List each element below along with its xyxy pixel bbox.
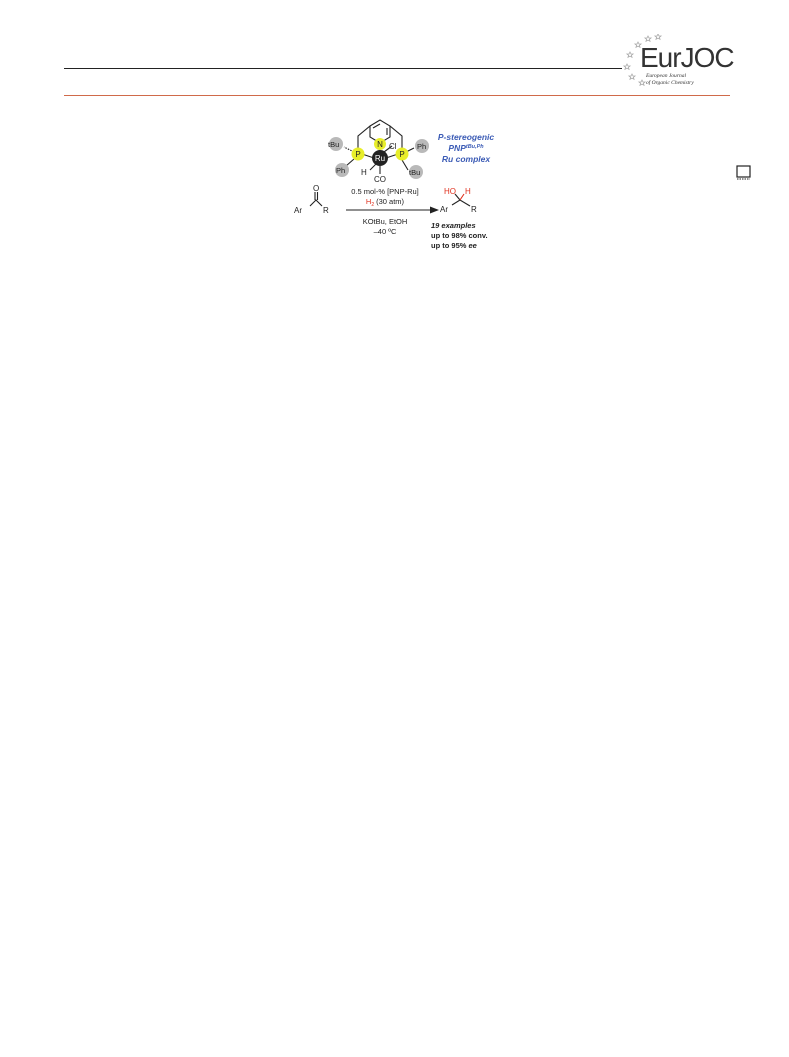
result-conversion: up to 98% conv. xyxy=(431,231,488,240)
hydrogen-pressure: (30 atm) xyxy=(376,197,405,206)
caption-line-1: P-stereogenic xyxy=(437,132,495,142)
product-hydroxyl: HO xyxy=(444,187,456,196)
hydrogen-symbol: H xyxy=(365,197,372,206)
complex-phosphorus-left: P xyxy=(355,150,361,159)
header-accent-rule xyxy=(64,95,730,96)
caption-pnp-superscript: tBu,Ph xyxy=(465,144,484,150)
logo-subtitle: European Journal of Organic Chemistry xyxy=(646,73,694,86)
complex-chloride: Cl xyxy=(389,142,397,151)
reaction-arrow xyxy=(346,207,439,214)
graphical-abstract xyxy=(288,104,528,260)
caption-pnp: PNP xyxy=(448,143,466,153)
result-ee-prefix: up to 95% xyxy=(431,241,469,250)
complex-carbonyl: CO xyxy=(374,175,386,184)
complex-metal: Ru xyxy=(374,154,386,163)
substrate-oxygen: O xyxy=(313,184,320,193)
page-header xyxy=(0,0,789,100)
complex-nitrogen: N xyxy=(377,140,383,149)
product-r-group: R xyxy=(471,205,477,214)
result-ee xyxy=(431,241,477,250)
logo-wordmark: EurJOC xyxy=(640,42,734,73)
comment-icon[interactable] xyxy=(736,165,752,181)
complex-ph-left: Ph xyxy=(336,166,346,175)
substrate-aryl: Ar xyxy=(294,206,302,215)
product-hydrogen: H xyxy=(465,187,471,196)
complex-tbu-right: tBu xyxy=(409,168,421,177)
condition-base-solvent: KOtBu, EtOH xyxy=(362,217,408,226)
condition-catalyst-loading: 0.5 mol-% [PNP-Ru] xyxy=(351,187,419,196)
hydrogen-subscript: 2 xyxy=(371,202,375,208)
caption-line-3: Ru complex xyxy=(441,154,491,164)
result-examples: 19 examples xyxy=(431,221,476,230)
result-ee-suffix: ee xyxy=(468,241,477,250)
condition-hydrogen xyxy=(366,197,405,208)
condition-temperature: –40 ºC xyxy=(373,227,397,236)
complex-phosphorus-right: P xyxy=(399,150,405,159)
complex-tbu-left: tBu xyxy=(328,140,340,149)
complex-ph-right: Ph xyxy=(417,142,427,151)
substrate-r-group: R xyxy=(323,206,329,215)
product-aryl: Ar xyxy=(440,205,448,214)
journal-logo xyxy=(622,34,736,90)
ketone-bonds xyxy=(310,192,322,206)
complex-hydride: H xyxy=(361,168,367,177)
caption-line-2 xyxy=(448,143,484,153)
header-rule xyxy=(64,68,622,69)
